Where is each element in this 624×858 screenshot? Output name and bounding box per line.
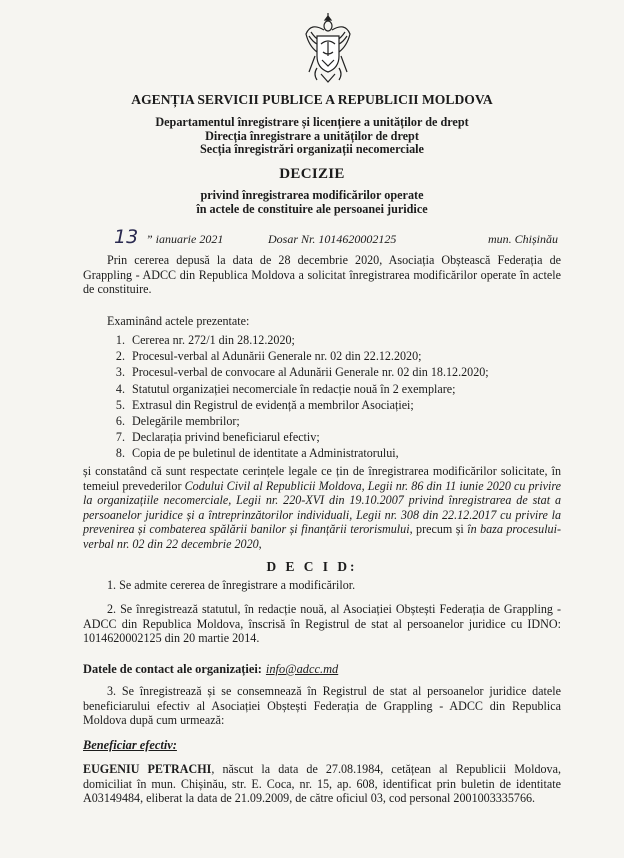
documents-list — [108, 332, 578, 462]
document-title: DECIZIE — [279, 166, 345, 182]
subtitle-line: în actele de constituire ale persoanei juridice — [196, 202, 428, 216]
beneficiary-info: , născut la data de 27.08.1984, cetățean al Republicii Moldova, domiciliat în mun. Chișinău, str. E. Coca, nr. 15, ap. 608, identificat prin buletin de identitate A03149484, eliberat la data de 21.09.2009, de către oficiul 03, cod personal 2001003335766. — [83, 762, 561, 806]
case-number: Dosar Nr. 1014620002125 — [268, 232, 397, 246]
decision-item-2: 2. Se înregistrează statutul, în redacție nouă, al Asociației Obștești Federația de Grappling - ADCC din Republica Moldova, înscrisă în Registrul de stat al persoanelor juridice cu IDNO: 1014620002125 din 20 martie 2014. — [83, 602, 561, 646]
list-item: 1. Cererea nr. 272/1 din 28.12.2020; — [128, 332, 578, 348]
contact-label: Datele de contact ale organizației: — [83, 662, 262, 676]
contact-block — [83, 662, 338, 677]
document-subtitle — [0, 188, 624, 216]
subtitle-line: privind înregistrarea modificărilor operate — [200, 188, 424, 202]
list-item: 4. Statutul organizației necomerciale în redacție nouă în 2 exemplare; — [128, 381, 578, 397]
intro-paragraph: Prin cererea depusă la data de 28 decembrie 2020, Asociația Obștească Federația de Grappling - ADCC din Republica Moldova a solicitat înregistrarea modificărilor operate în actele de constituire. — [83, 253, 561, 297]
decision-item-3: 3. Se înregistrează și se consemnează în Registrul de stat al persoanelor juridice datele beneficiarului efectiv al Asociației Obștești Federația de Grappling - ADCC din Republica Moldova după cum urmează: — [83, 684, 561, 728]
list-item: 3. Procesul-verbal de convocare al Adunării Generale nr. 02 din 18.12.2020; — [128, 364, 578, 380]
examining-label: Examinând actele prezentate: — [107, 314, 250, 328]
city: mun. Chișinău — [487, 232, 558, 246]
list-item: 6. Delegările membrilor; — [128, 413, 578, 429]
list-item: 7. Declarația privind beneficiarul efectiv; — [128, 429, 578, 445]
legal-text: , precum și — [409, 522, 468, 537]
department-line: Secția înregistrări organizații necomerciale — [200, 142, 424, 156]
legal-italic-text: Codului Civil al Republicii Moldova, Legii nr. 86 din 11 iunie 2020 cu privire la organizațiile necomerciale, Legii nr. 220-XVI din 19.10.2007 privind înregistrarea de stat a persoanelor juridice și a întreprinzătorilor individuali, Legii nr. 308 din 22.12.2017 cu privire la prevenirea și combaterea spălării banilor și finanțării terorismului — [83, 478, 561, 537]
legal-basis-paragraph — [83, 464, 561, 552]
department-line: Departamentul înregistrare și licențiere a unităților de drept — [155, 115, 469, 129]
beneficiary-name: EUGENIU PETRACHI — [83, 762, 212, 776]
legal-text: și constatând că sunt respectate cerințele legale ce țin de înregistrarea modificărilor solicitate, în temeiul prevederilor — [83, 464, 561, 493]
department-line: Direcția înregistrare a unităților de drept — [205, 128, 419, 143]
beneficiary-details — [83, 762, 561, 806]
date-month: ” ianuarie 2021 — [146, 232, 224, 246]
beneficiary-label: Beneficiar efectiv: — [83, 738, 177, 752]
legal-italic-text: în baza procesului-verbal nr. 02 din 22 decembrie 2020 — [83, 522, 561, 551]
contact-email-link[interactable]: info@adcc.md — [265, 662, 339, 676]
list-item: 8. Copia de pe buletinul de identitate a Administratorului, — [128, 445, 578, 461]
decision-item-1: 1. Se admite cererea de înregistrare a modificărilor. — [107, 578, 356, 592]
decision-heading: D E C I D: — [266, 559, 358, 574]
list-item: 2. Procesul-verbal al Adunării Generale nr. 02 din 22.12.2020; — [128, 348, 578, 364]
department-block — [0, 116, 624, 157]
moldova-coat-of-arms-icon — [303, 12, 353, 92]
agency-name: AGENȚIA SERVICII PUBLICE A REPUBLICII MOLDOVA — [131, 92, 493, 107]
legal-text: , — [258, 536, 262, 551]
handwritten-day: 13 — [114, 226, 139, 248]
list-item: 5. Extrasul din Registrul de evidență a membrilor Asociației; — [128, 397, 578, 413]
